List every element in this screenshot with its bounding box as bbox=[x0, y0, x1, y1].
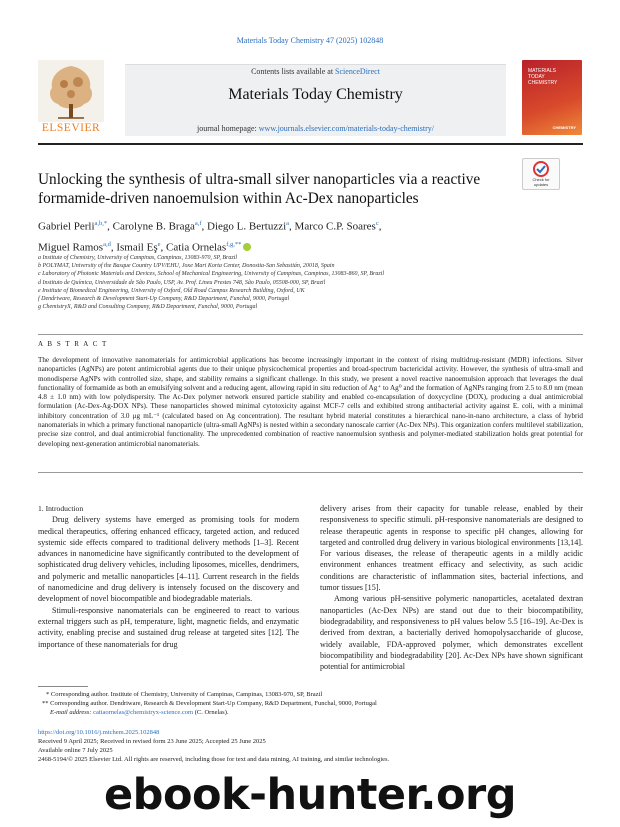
check-updates-line-1: Check for bbox=[532, 177, 550, 182]
cover-line-1: MATERIALS bbox=[528, 68, 556, 74]
homepage-line bbox=[125, 124, 506, 133]
body-paragraph: Drug delivery systems have emerged as promising tools for modern medical therapeutics, offering enhanced efficacy, targeted action, and reduced systemic side effects compared to traditional delivery methods [1–3]. Recent advances in nanomedicine have significantly contributed to the development of sophisticated drug delivery vehicles, including liposomes, micelles, dendrimers, and polymeric and metallic nanoparticles [4–11]. Current research in the fields of nanomedicine and drug delivery is intensely focused on the discovery and development of novel biocompatible and biodegradable materials. bbox=[38, 515, 299, 604]
affiliation: g ChemistryX, R&D and Consulting Company, R&D Department, Funchal, 9000, Portugal bbox=[38, 304, 258, 311]
check-updates-icon bbox=[523, 159, 559, 179]
check-updates-label bbox=[523, 177, 559, 187]
affiliation-list bbox=[38, 254, 583, 311]
footnote-divider bbox=[38, 686, 88, 687]
sciencedirect-link[interactable]: ScienceDirect bbox=[335, 67, 380, 76]
body-paragraph: delivery arises from their capacity for tunable release, enabled by their responsiveness to specific stimuli. pH-responsive nanomaterials are designed to release therapeutic agents in response to specific pH changes, allowing for targeted and controlled drug delivery in various biological environments [13,14]. For various diseases, the release of therapeutic agents in a mildly acidic environment enhances treatment efficacy and selectivity, as such acidic conditions are characteristic of inflammation sites, bacterial infections, and tumor tissues [15]. bbox=[320, 504, 583, 593]
body-right-column bbox=[320, 503, 583, 672]
body-paragraph: Among various pH-sensitive polymeric nanoparticles, acetalated dextran nanoparticles (Ac-Dex NPs) are stand out due to their biocompatibility, biodegradability, and responsiveness to pH values below 5.5 [16–19]. Ac-Dex is derived from dextran, a bacterially derived homopolysaccharide of glucose, widely available, FDA-approved polymer, which demonstrates excellent biocompatibility and biodegradability [20]. Ac-Dex NPs have shown significant potential for antimicrobial bbox=[320, 594, 583, 672]
available-online: Available online 7 July 2025 bbox=[38, 747, 113, 754]
affiliation: d Instituto de Química, Universidade de São Paulo, USP, Av. Prof. Lineu Prestes 748, São Paulo, 05508-000, SP, Brazil bbox=[38, 279, 326, 286]
cover-line-2: TODAY bbox=[528, 74, 545, 80]
body-paragraph: Stimuli-responsive nanomaterials can be engineered to react to various external triggers such as pH, temperature, light, magnetic fields, and enzymatic activity, enabling precise and sustained drug release at targeted sites [12]. The importance of these nanomaterials for drug bbox=[38, 605, 299, 649]
author-affiliation-sup[interactable]: a,f bbox=[194, 220, 202, 227]
author-affiliation-sup[interactable]: a,d bbox=[103, 240, 111, 248]
author[interactable]: Marco C.P. Soares bbox=[294, 220, 376, 233]
author-affiliation-sup[interactable]: a,b,* bbox=[94, 220, 108, 227]
author[interactable]: Miguel Ramos bbox=[38, 241, 104, 254]
affiliation: f Dendriware, Research & Development Start-Up Company, R&D Department, Funchal, 9000, Portugal bbox=[38, 296, 290, 303]
author[interactable]: Carolyne B. Braga bbox=[112, 220, 195, 233]
cover-title bbox=[528, 68, 557, 86]
header-divider bbox=[38, 143, 583, 145]
check-updates-line-2: updates bbox=[533, 182, 549, 187]
journal-cover[interactable] bbox=[522, 60, 582, 135]
affiliation: a Institute of Chemistry, University of Campinas, Campinas, 13083-970, SP, Brazil bbox=[38, 255, 238, 261]
affiliation: c Laboratory of Photonic Materials and Devices, School of Mechanical Engineering, University of Campinas, Campinas, 13083-860, SP, Brazil bbox=[38, 271, 385, 278]
body-left-column bbox=[38, 503, 299, 650]
homepage-link[interactable]: www.journals.elsevier.com/materials-today-chemistry/ bbox=[258, 124, 434, 133]
footnote: * Corresponding author. Institute of Chemistry, University of Campinas, Campinas, 13083-970, SP, Brazil bbox=[46, 691, 323, 698]
footnotes bbox=[38, 690, 583, 717]
watermark-text: ebook-hunter.org bbox=[104, 770, 516, 820]
abstract-top-divider bbox=[38, 334, 583, 335]
email-line bbox=[38, 708, 583, 717]
author[interactable]: Gabriel Perli bbox=[38, 220, 95, 233]
doi-link[interactable]: https://doi.org/10.1016/j.mtchem.2025.102848 bbox=[38, 729, 160, 736]
cover-line-3: CHEMISTRY bbox=[528, 80, 558, 86]
email-suffix: (C. Ornelas). bbox=[193, 709, 229, 716]
contents-line bbox=[125, 67, 506, 76]
elsevier-logo bbox=[38, 60, 104, 135]
author-affiliation-sup[interactable]: e bbox=[157, 240, 161, 248]
email-link[interactable]: catiaornelas@chemistryx-science.com bbox=[93, 709, 194, 716]
email-label: E-mail address: bbox=[50, 709, 94, 716]
publication-info bbox=[38, 728, 583, 764]
article-title: Unlocking the synthesis of ultra-small silver nanoparticles via a reactive formamide-driven nanoemulsion within Ac-Dex nanoparticles bbox=[38, 171, 481, 207]
cover-bottom-label: CHEMISTRY bbox=[552, 125, 576, 130]
author-affiliation-sup[interactable]: a bbox=[286, 220, 290, 227]
journal-reference[interactable]: Materials Today Chemistry 47 (2025) 102848 bbox=[236, 36, 384, 45]
journal-title: Materials Today Chemistry bbox=[228, 86, 403, 103]
affiliation: b POLYMAT, University of the Basque Country UPV/EHU, Joxe Mari Korta Center, Donostia-San Sebastián, 20018, Spain bbox=[38, 263, 335, 270]
elsevier-wordmark: ELSEVIER bbox=[41, 122, 101, 134]
author[interactable]: Catia Ornelas bbox=[166, 241, 227, 254]
authors-line-2: Miguel Ramos$^{a,d}$, Ismail $Eş^e$, Catia Ornelas$^{f,g,**}$ bbox=[38, 236, 518, 257]
copyright: 2468-5194/© 2025 Elsevier Ltd. All rights are reserved, including those for text and data mining, AI training, and similar technologies. bbox=[38, 756, 390, 763]
orcid-icon[interactable] bbox=[243, 243, 251, 251]
homepage-prefix: journal homepage: bbox=[197, 124, 259, 133]
abstract-heading: A B S T R A C T bbox=[38, 340, 108, 348]
abstract-bottom-divider bbox=[38, 472, 583, 473]
contents-prefix: Contents lists available at bbox=[251, 67, 336, 76]
author[interactable]: Diego L. Bertuzzi bbox=[207, 220, 287, 233]
author-list bbox=[38, 215, 518, 256]
check-for-updates-button[interactable] bbox=[522, 158, 560, 190]
authors-line-1: Gabriel Perli$^{a,b,*}$, Carolyne B. Braga$^{a,f}$, Diego L. Bertuzzi$^a$, Marco C.P. Soares$^c$, bbox=[38, 220, 382, 233]
affiliation: e Institute of Biomedical Engineering, University of Oxford, Old Road Campus Research Building, Oxford, UK bbox=[38, 287, 305, 294]
section-heading-introduction: 1. Introduction bbox=[38, 504, 84, 513]
abstract-text: The development of innovative nanomaterials for antimicrobial applications has become increasingly important in the context of rising multidrug-resistant (MDR) infections. Silver nanoparticles (AgNPs) are potent antimicrobial agents due to their unique physicochemical properties and broad-spectrum bactericidal activity. However, the synthesis of ultra-small and monodisperse AgNPs with controlled size, shape, and stability remains a significant challenge. In this study, we present a novel reactive nanoemulsion approach that leverages the dual functionality of formamide as both an emulsifying solvent and a reducing agent, allowing rapid in situ reduction of Ag⁺ to Ag⁰ and the formation of AgNPs ranging from 2.5 to 8.0 nm (mean 4.8 ± 1.0 nm) with low polydispersity. The Ac-Dex polymer network ensured particle stability and enabled co-encapsulation of doxycycline (DOX), producing a dual antimicrobial formulation (Ac-Dex-Ag-DOX NPs). These nanoparticles showed minimal cytotoxicity against MCF-7 cells and exhibited strong antibacterial activity against E. coli, with a minimal inhibitory concentration of 3.0 μg mL⁻¹ (calculated based on Ag concentration). The resultant hybrid material constitutes a hierarchical nano-in-nano architecture, a class of hybrid nanomaterials in which a primary functional nanoparticle (ultra-small AgNPs) is nested within a secondary nanoscale carrier (Ac-Dex NPs). This organization confers multilevel stabilization, precise size control, and dual antimicrobial functionality. The unprecedented combination of reactive nanoemulsion synthesis and polymer-mediated stabilization holds great potential for developing next-generation antimicrobial nanomaterials. bbox=[38, 356, 583, 448]
author[interactable]: Ismail Eş bbox=[116, 241, 158, 254]
received-dates: Received 9 April 2025; Received in revised form 23 June 2025; Accepted 25 June 2025 bbox=[38, 738, 266, 745]
footnote: ** Corresponding author. Dendriware, Research & Development Start-Up Company, R&D Department, Funchal, 9000, Portugal bbox=[42, 700, 377, 707]
author-affiliation-sup[interactable]: f,g,** bbox=[226, 240, 242, 248]
author-affiliation-sup[interactable]: c bbox=[375, 220, 379, 227]
